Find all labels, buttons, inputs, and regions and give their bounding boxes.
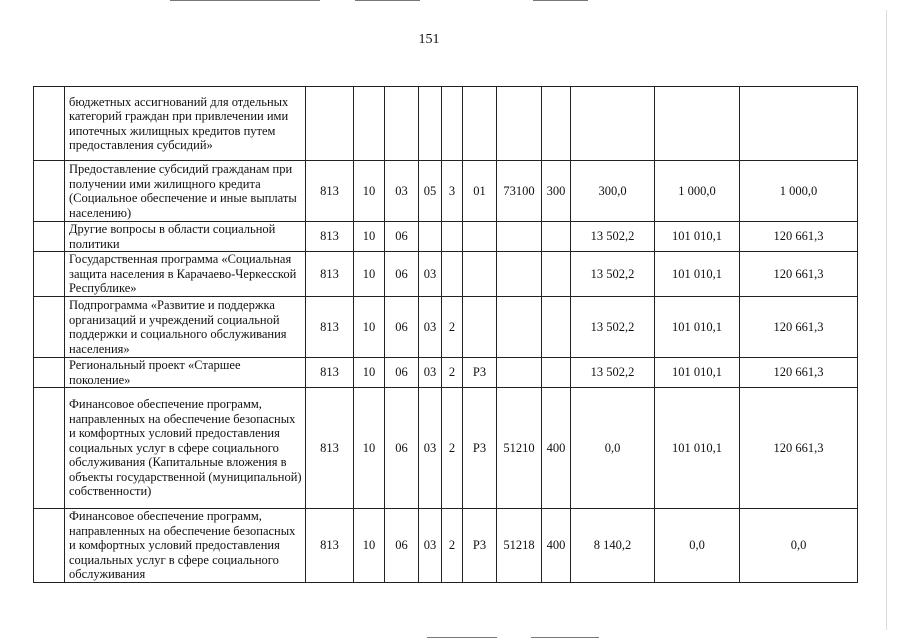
program-code-cell: 03 xyxy=(419,297,442,358)
program-code-cell: 03 xyxy=(419,252,442,297)
amount-year-2-cell: 101 010,1 xyxy=(655,222,740,252)
table-row xyxy=(34,388,858,509)
row-name-cell: Подпрограмма «Развитие и поддержка организаций и учреждений социальной поддержки и социального обслуживания населения» xyxy=(65,297,306,358)
table-row xyxy=(34,358,858,388)
table-row xyxy=(34,509,858,583)
amount-year-2-cell: 101 010,1 xyxy=(655,252,740,297)
amount-year-3-cell: 120 661,3 xyxy=(740,358,858,388)
scan-artifact-top-left xyxy=(170,0,320,1)
table-row xyxy=(34,161,858,222)
budget-table-body xyxy=(34,87,858,583)
project-code-cell: 01 xyxy=(463,161,497,222)
row-name-cell: Финансовое обеспечение программ, направленных на обеспечение безопасных и комфортных условий предоставления социальных услуг в сфере социального обслуживания xyxy=(65,509,306,583)
direction-code-cell xyxy=(497,222,542,252)
program-code-cell: 03 xyxy=(419,509,442,583)
amount-year-3-cell: 1 000,0 xyxy=(740,161,858,222)
expense-type-code-cell: 300 xyxy=(542,161,571,222)
ministry-code-cell xyxy=(306,87,354,161)
amount-year-3-cell: 120 661,3 xyxy=(740,252,858,297)
subsection-code-cell: 06 xyxy=(385,509,419,583)
subsection-code-cell: 06 xyxy=(385,388,419,509)
section-code-cell: 10 xyxy=(354,252,385,297)
subsection-code-cell: 06 xyxy=(385,222,419,252)
section-code-cell: 10 xyxy=(354,509,385,583)
section-code-cell: 10 xyxy=(354,161,385,222)
subsection-code-cell: 03 xyxy=(385,161,419,222)
amount-year-1-cell: 13 502,2 xyxy=(571,222,655,252)
amount-year-3-cell xyxy=(740,87,858,161)
row-number-cell xyxy=(34,509,65,583)
amount-year-2-cell xyxy=(655,87,740,161)
program-code-cell: 03 xyxy=(419,358,442,388)
amount-year-1-cell xyxy=(571,87,655,161)
amount-year-2-cell: 1 000,0 xyxy=(655,161,740,222)
ministry-code-cell: 813 xyxy=(306,388,354,509)
row-number-cell xyxy=(34,388,65,509)
section-code-cell: 10 xyxy=(354,222,385,252)
row-number-cell xyxy=(34,161,65,222)
amount-year-1-cell: 13 502,2 xyxy=(571,252,655,297)
program-code-cell: 03 xyxy=(419,388,442,509)
project-code-cell: P3 xyxy=(463,358,497,388)
subsection-code-cell: 06 xyxy=(385,358,419,388)
direction-code-cell xyxy=(497,358,542,388)
scan-artifact-bottom-left xyxy=(427,637,497,638)
amount-year-1-cell: 13 502,2 xyxy=(571,297,655,358)
expense-type-code-cell xyxy=(542,358,571,388)
subprogram-code-cell: 2 xyxy=(442,509,463,583)
direction-code-cell xyxy=(497,297,542,358)
ministry-code-cell: 813 xyxy=(306,222,354,252)
section-code-cell: 10 xyxy=(354,388,385,509)
subprogram-code-cell xyxy=(442,252,463,297)
amount-year-2-cell: 101 010,1 xyxy=(655,358,740,388)
direction-code-cell xyxy=(497,252,542,297)
subprogram-code-cell: 2 xyxy=(442,297,463,358)
direction-code-cell xyxy=(497,87,542,161)
expense-type-code-cell xyxy=(542,222,571,252)
scan-artifact-bottom-right xyxy=(531,637,599,638)
scan-artifact-top-right xyxy=(533,0,588,1)
amount-year-1-cell: 13 502,2 xyxy=(571,358,655,388)
table-row xyxy=(34,87,858,161)
ministry-code-cell: 813 xyxy=(306,509,354,583)
expense-type-code-cell xyxy=(542,297,571,358)
direction-code-cell: 51218 xyxy=(497,509,542,583)
expense-type-code-cell xyxy=(542,87,571,161)
amount-year-2-cell: 101 010,1 xyxy=(655,388,740,509)
row-name-cell: Предоставление субсидий гражданам при получении ими жилищного кредита (Социальное обеспечение и иные выплаты населению) xyxy=(65,161,306,222)
row-number-cell xyxy=(34,87,65,161)
subsection-code-cell xyxy=(385,87,419,161)
project-code-cell xyxy=(463,87,497,161)
amount-year-3-cell: 120 661,3 xyxy=(740,388,858,509)
subprogram-code-cell: 3 xyxy=(442,161,463,222)
row-name-cell: Государственная программа «Социальная защита населения в Карачаево-Черкесской Республике» xyxy=(65,252,306,297)
row-name-cell: Региональный проект «Старшее поколение» xyxy=(65,358,306,388)
subprogram-code-cell xyxy=(442,87,463,161)
program-code-cell xyxy=(419,87,442,161)
amount-year-3-cell: 120 661,3 xyxy=(740,222,858,252)
table-row xyxy=(34,297,858,358)
section-code-cell: 10 xyxy=(354,297,385,358)
page-number: 151 xyxy=(418,32,440,47)
table-row xyxy=(34,222,858,252)
scan-artifact-right-edge xyxy=(886,10,887,630)
section-code-cell: 10 xyxy=(354,358,385,388)
program-code-cell xyxy=(419,222,442,252)
section-code-cell xyxy=(354,87,385,161)
expense-type-code-cell xyxy=(542,252,571,297)
amount-year-3-cell: 0,0 xyxy=(740,509,858,583)
row-name-cell: бюджетных ассигнований для отдельных категорий граждан при привлечении ими ипотечных жилищных кредитов путем предоставления субсидий» xyxy=(65,87,306,161)
amount-year-1-cell: 8 140,2 xyxy=(571,509,655,583)
project-code-cell: P3 xyxy=(463,509,497,583)
amount-year-2-cell: 0,0 xyxy=(655,509,740,583)
project-code-cell xyxy=(463,222,497,252)
ministry-code-cell: 813 xyxy=(306,161,354,222)
ministry-code-cell: 813 xyxy=(306,297,354,358)
amount-year-1-cell: 300,0 xyxy=(571,161,655,222)
subprogram-code-cell: 2 xyxy=(442,388,463,509)
row-number-cell xyxy=(34,252,65,297)
subsection-code-cell: 06 xyxy=(385,252,419,297)
amount-year-3-cell: 120 661,3 xyxy=(740,297,858,358)
subsection-code-cell: 06 xyxy=(385,297,419,358)
direction-code-cell: 73100 xyxy=(497,161,542,222)
row-number-cell xyxy=(34,222,65,252)
project-code-cell: P3 xyxy=(463,388,497,509)
subprogram-code-cell: 2 xyxy=(442,358,463,388)
amount-year-2-cell: 101 010,1 xyxy=(655,297,740,358)
amount-year-1-cell: 0,0 xyxy=(571,388,655,509)
direction-code-cell: 51210 xyxy=(497,388,542,509)
row-name-cell: Другие вопросы в области социальной политики xyxy=(65,222,306,252)
expense-type-code-cell: 400 xyxy=(542,388,571,509)
program-code-cell: 05 xyxy=(419,161,442,222)
row-number-cell xyxy=(34,358,65,388)
ministry-code-cell: 813 xyxy=(306,252,354,297)
expense-type-code-cell: 400 xyxy=(542,509,571,583)
budget-table xyxy=(33,86,858,583)
row-number-cell xyxy=(34,297,65,358)
project-code-cell xyxy=(463,297,497,358)
scan-artifact-top-mid xyxy=(355,0,420,1)
table-row xyxy=(34,252,858,297)
row-name-cell: Финансовое обеспечение программ, направленных на обеспечение безопасных и комфортных условий предоставления социальных услуг в сфере социального обслуживания (Капитальные вложения в объекты государственной (муниципальной) собственности) xyxy=(65,388,306,509)
ministry-code-cell: 813 xyxy=(306,358,354,388)
project-code-cell xyxy=(463,252,497,297)
subprogram-code-cell xyxy=(442,222,463,252)
